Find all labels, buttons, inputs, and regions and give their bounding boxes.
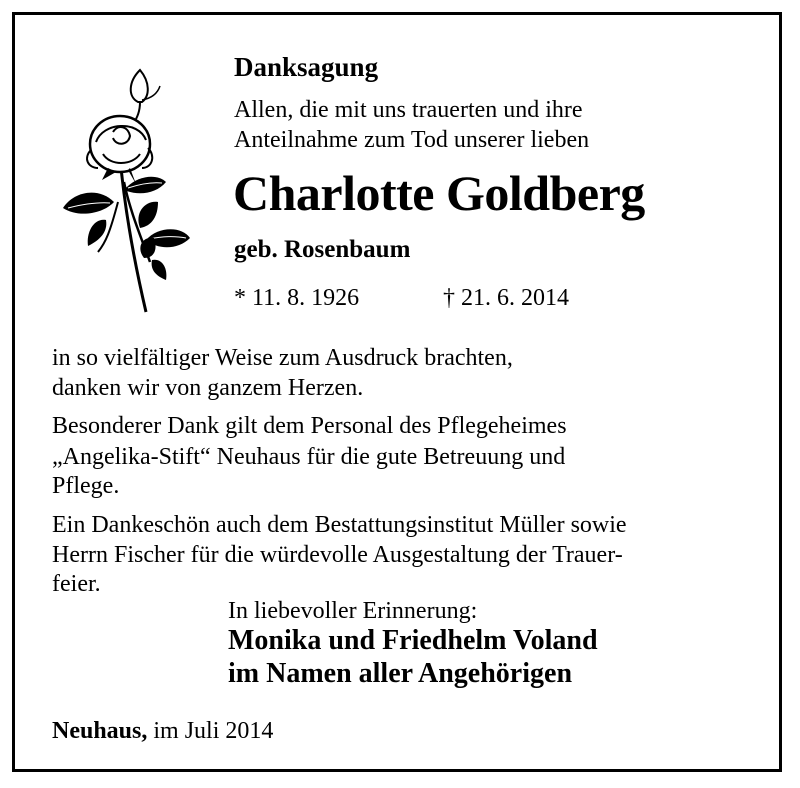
signers-line-2: im Namen aller Angehörigen <box>228 658 573 689</box>
closing-phrase: In liebevoller Erinnerung: <box>228 598 478 624</box>
para2-line-3: Pflege. <box>52 473 120 499</box>
place-date <box>52 716 273 746</box>
para3-line-1: Ein Dankeschön auch dem Bestattungsinstitut Müller sowie <box>52 512 627 538</box>
intro-line-2: Anteilnahme zum Tod unserer lieben <box>234 127 590 153</box>
maiden-name: geb. Rosenbaum <box>234 236 411 263</box>
heading: Danksagung <box>234 52 379 82</box>
para2-line-2: „Angelika-Stift“ Neuhaus für die gute Betreuung und <box>52 444 566 470</box>
para1-line-1: in so vielfältiger Weise zum Ausdruck brachten, <box>52 345 513 371</box>
para2-line-1: Besonderer Dank gilt dem Personal des Pflegeheimes <box>52 413 567 439</box>
intro-line-1: Allen, die mit uns trauerten und ihre <box>234 97 583 123</box>
rose-icon <box>58 62 193 317</box>
signers-line-1: Monika und Friedhelm Voland <box>228 625 598 656</box>
para1-line-2: danken wir von ganzem Herzen. <box>52 375 364 401</box>
para3-line-2: Herrn Fischer für die würdevolle Ausgestaltung der Trauer- <box>52 542 623 568</box>
deceased-name: Charlotte Goldberg <box>233 165 645 221</box>
place: Neuhaus, <box>52 718 148 744</box>
death-date: † 21. 6. 2014 <box>443 285 569 311</box>
date: im Juli 2014 <box>147 718 274 744</box>
birth-date: * 11. 8. 1926 <box>234 285 360 311</box>
para3-line-3: feier. <box>52 571 101 597</box>
